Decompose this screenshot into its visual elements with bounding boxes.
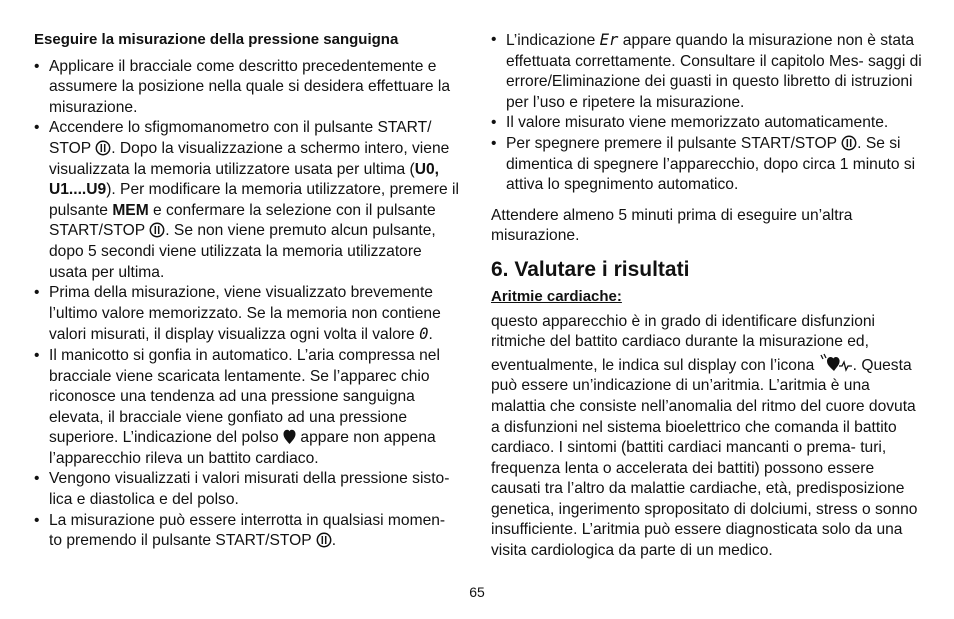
list-item: • Per spegnere premere il pulsante START/STOP . Se si dimentica di spegnere l’apparecchio, dopo circa 1 minuto si attiva lo spegnimento automatico. [491, 134, 923, 196]
power-icon [841, 135, 857, 151]
arrhythmia-icon [819, 353, 853, 373]
heart-icon [283, 429, 296, 445]
power-icon [316, 532, 332, 548]
list-item: • Prima della misurazione, viene visualizzato brevemente l’ultimo valore memorizzato. Se la memoria non contiene valori misurati, il display visualizza ogni volta il valore 0. [34, 283, 462, 346]
arrhythmia-paragraph: questo apparecchio è in grado di identificare disfunzioni ritmiche del battito cardiaco durante la misurazione ed, eventualmente, le indica sul display con l’icona . Questa può essere un’indicazione di un’aritmia. L’aritmia è una malattia che consiste nell’anomalia del ritmo del cuore dovuta a disfunzioni nel sistema bioelettrico che comanda il battito cardiaco. I sintomi (battiti cardiaci mancanti o prema- turi, frequenza lenta o accelerata dei battiti) possono essere causati tra l’altro da malattie cardiache, età, predisposizione genetica, ingerimento spropositato di dolciumi, stress o sonno insufficiente. L’aritmia può essere diagnosticata solo da una visita cardiologica da parte di un medico. [491, 312, 918, 560]
left-column [34, 30, 462, 552]
wait-paragraph: Attendere almeno 5 minuti prima di eseguire un’altra misurazione. [491, 206, 853, 245]
list-item: • Il valore misurato viene memorizzato automaticamente. [491, 113, 923, 134]
segment-digit: 0 [419, 325, 429, 344]
section-title: 6. Valutare i risultati [491, 257, 690, 281]
measurement-notes-list [491, 30, 923, 196]
measurement-steps-list [34, 57, 462, 552]
list-item: • Il manicotto si gonfia in automatico. L’aria compressa nel bracciale viene scaricata lentamente. Se l’apparec chio riconosce una tendenza ad una pressione sanguigna elevata, il bracciale viene gonfiato ad una pressione superiore. L’indicazione del polso appare non appena l’apparecchio rileva un battito cardiaco. [34, 346, 462, 470]
list-item: • L’indicazione Er appare quando la misurazione non è stata effettuata correttamente. Consultare il capitolo Mes- saggi di errore/Eliminazione dei guasti in questo libretto di istruzioni per l’uso e ripetere la misurazione. [491, 30, 923, 113]
power-icon [95, 140, 111, 156]
error-code: Er [599, 31, 619, 49]
list-item: • Vengono visualizzati i valori misurati della pressione sisto- lica e diastolica e del polso. [34, 469, 462, 510]
power-icon [149, 222, 165, 238]
arrhythmia-subheading: Aritmie cardiache: [491, 287, 622, 305]
page-number: 65 [469, 584, 485, 600]
right-column [491, 30, 923, 562]
list-item: • La misurazione può essere interrotta in qualsiasi momen- to premendo il pulsante START/STOP . [34, 511, 462, 552]
list-item: • Accendere lo sfigmomanometro con il pulsante START/ STOP . Dopo la visualizzazione a schermo intero, viene visualizzata la memoria utilizzatore usata per ultima (U0, U1....U9). Per modificare la memoria utilizzatore, premere il pulsante MEM e confermare la selezione con il pulsante START/STOP . Se non viene premuto alcun pulsante, dopo 5 secondi viene utilizzata la memoria utilizzatore usata per ultima. [34, 118, 462, 283]
list-item: • Applicare il bracciale come descritto precedentemente e assumere la posizione nella quale si desidera effettuare la misurazione. [34, 57, 462, 119]
measurement-heading: Eseguire la misurazione della pressione sanguigna [34, 31, 399, 48]
